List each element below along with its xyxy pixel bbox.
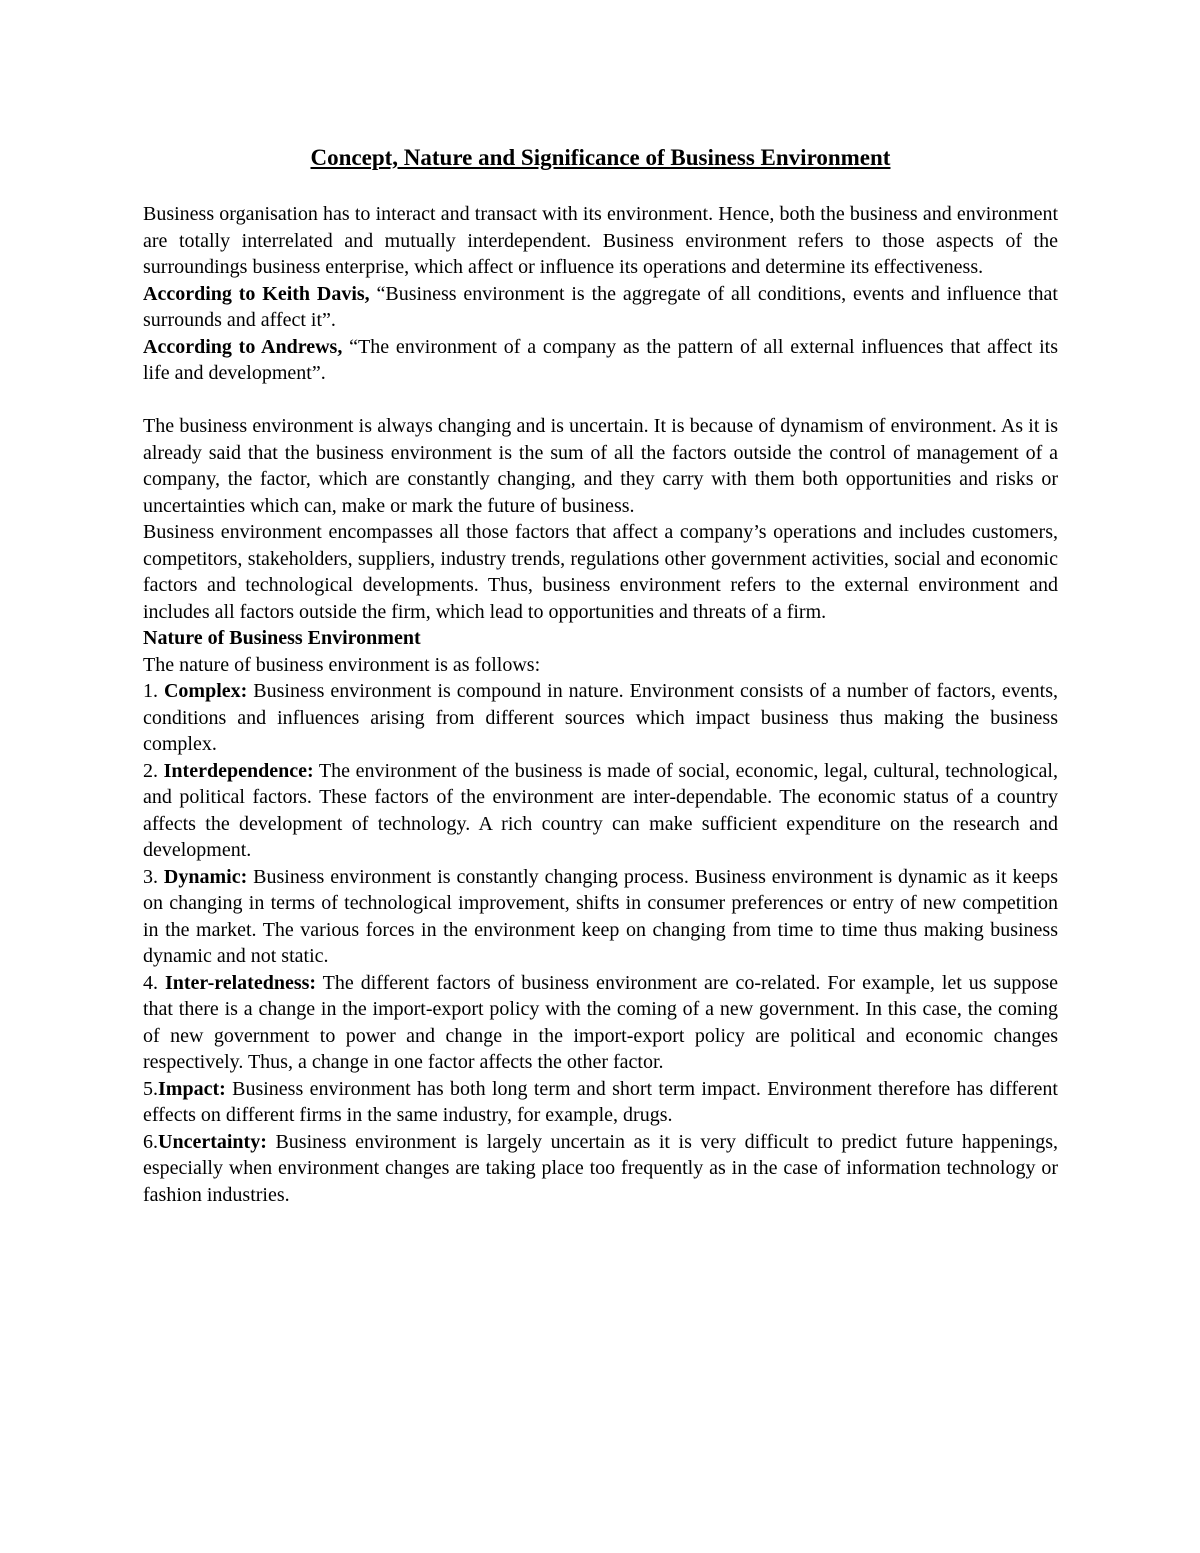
nature-heading: Nature of Business Environment [143,627,421,649]
item-label: Inter-relatedness: [164,971,317,994]
item-number: 2. [143,759,164,782]
definition-andrews [143,334,1058,387]
item-number: 6. [143,1130,158,1153]
definition-text: “The environment of a company as the pattern of all external influences that affect its life and development”. [143,335,1058,384]
document-page [143,143,1058,1208]
list-item-dynamic [143,864,1058,970]
factors-paragraph: Business environment encompasses all those factors that affect a company’s operations and includes customers, competitors, stakeholders, suppliers, industry trends, regulations other government activities, social and economic factors and technological developments. Thus, business environment refers to the external environment and includes all factors outside the firm, which lead to opportunities and threats of a firm. [143,521,1058,623]
item-label: Complex: [163,680,248,702]
nature-intro: The nature of business environment is as follows: [143,653,541,676]
item-number: 5. [143,1077,158,1100]
definition-keith-davis [143,281,1058,334]
item-text: The different factors of business environment are co-related. For example, let us suppose that there is a change in the import-export policy with the coming of a new government. In this case, the coming of new government to power and change in the import-export policy are political and economic changes respectively. Thus, a change in one factor affects the other factor. [143,971,1059,1073]
item-text: Business environment is compound in nature. Environment consists of a number of factors, events, conditions and influences arising from different sources which impact business thus making the business complex. [143,680,1059,755]
item-number: 1. [143,680,164,702]
definition-text: “Business environment is the aggregate of all conditions, events and influence that surrounds and affect it”. [143,282,1058,331]
item-text: Business environment is constantly changing process. Business environment is dynamic as it keeps on changing in terms of technological improvement, shifts in consumer preferences or entry of new competition in the market. The various forces in the environment keep on changing from time to time thus making business dynamic and not static. [143,865,1058,967]
paragraph-gap [143,387,1058,414]
item-text: Business environment has both long term and short term impact. Environment therefore has different effects on different firms in the same industry, for example, drugs. [143,1077,1058,1126]
item-text: Business environment is largely uncertain as it is very difficult to predict future happenings, especially when environment changes are taking place too frequently as in the case of information technology or fashion industries. [143,1130,1058,1206]
intro-paragraph: Business organisation has to interact and transact with its environment. Hence, both the business and environment are totally interrelated and mutually interdependent. Business environment refers to those aspects of the surroundings business enterprise, which affect or influence its operations and determine its effectiveness. [143,203,1058,278]
definition-label: According to Andrews, [143,335,343,358]
item-label: Uncertainty: [158,1130,267,1153]
dynamism-paragraph: The business environment is always changing and is uncertain. It is because of dynamism of environment. As it is already said that the business environment is the sum of all the factors outside the control of management of a company, the factor, which are constantly changing, and they carry with them both opportunities and risks or uncertainties which can, make or mark the future of business. [143,415,1058,517]
definition-label: According to Keith Davis, [143,282,370,305]
item-text: The environment of the business is made of social, economic, legal, cultural, technological, and political factors. These factors of the environment are inter-dependable. The economic status of a country affects the development of technology. A rich country can make sufficient expenditure on the research and development. [143,759,1058,861]
item-label: Interdependence: [163,759,314,782]
list-item-impact [143,1076,1058,1129]
item-number: 3. [143,865,164,888]
document-title: Concept, Nature and Significance of Business Environment [310,145,891,170]
item-label: Impact: [158,1077,226,1100]
list-item-complex [143,678,1058,758]
item-label: Dynamic: [163,865,248,888]
list-item-interdependence [143,758,1058,864]
list-item-uncertainty [143,1129,1058,1209]
list-item-inter-relatedness [143,970,1058,1076]
item-number: 4. [143,971,165,994]
